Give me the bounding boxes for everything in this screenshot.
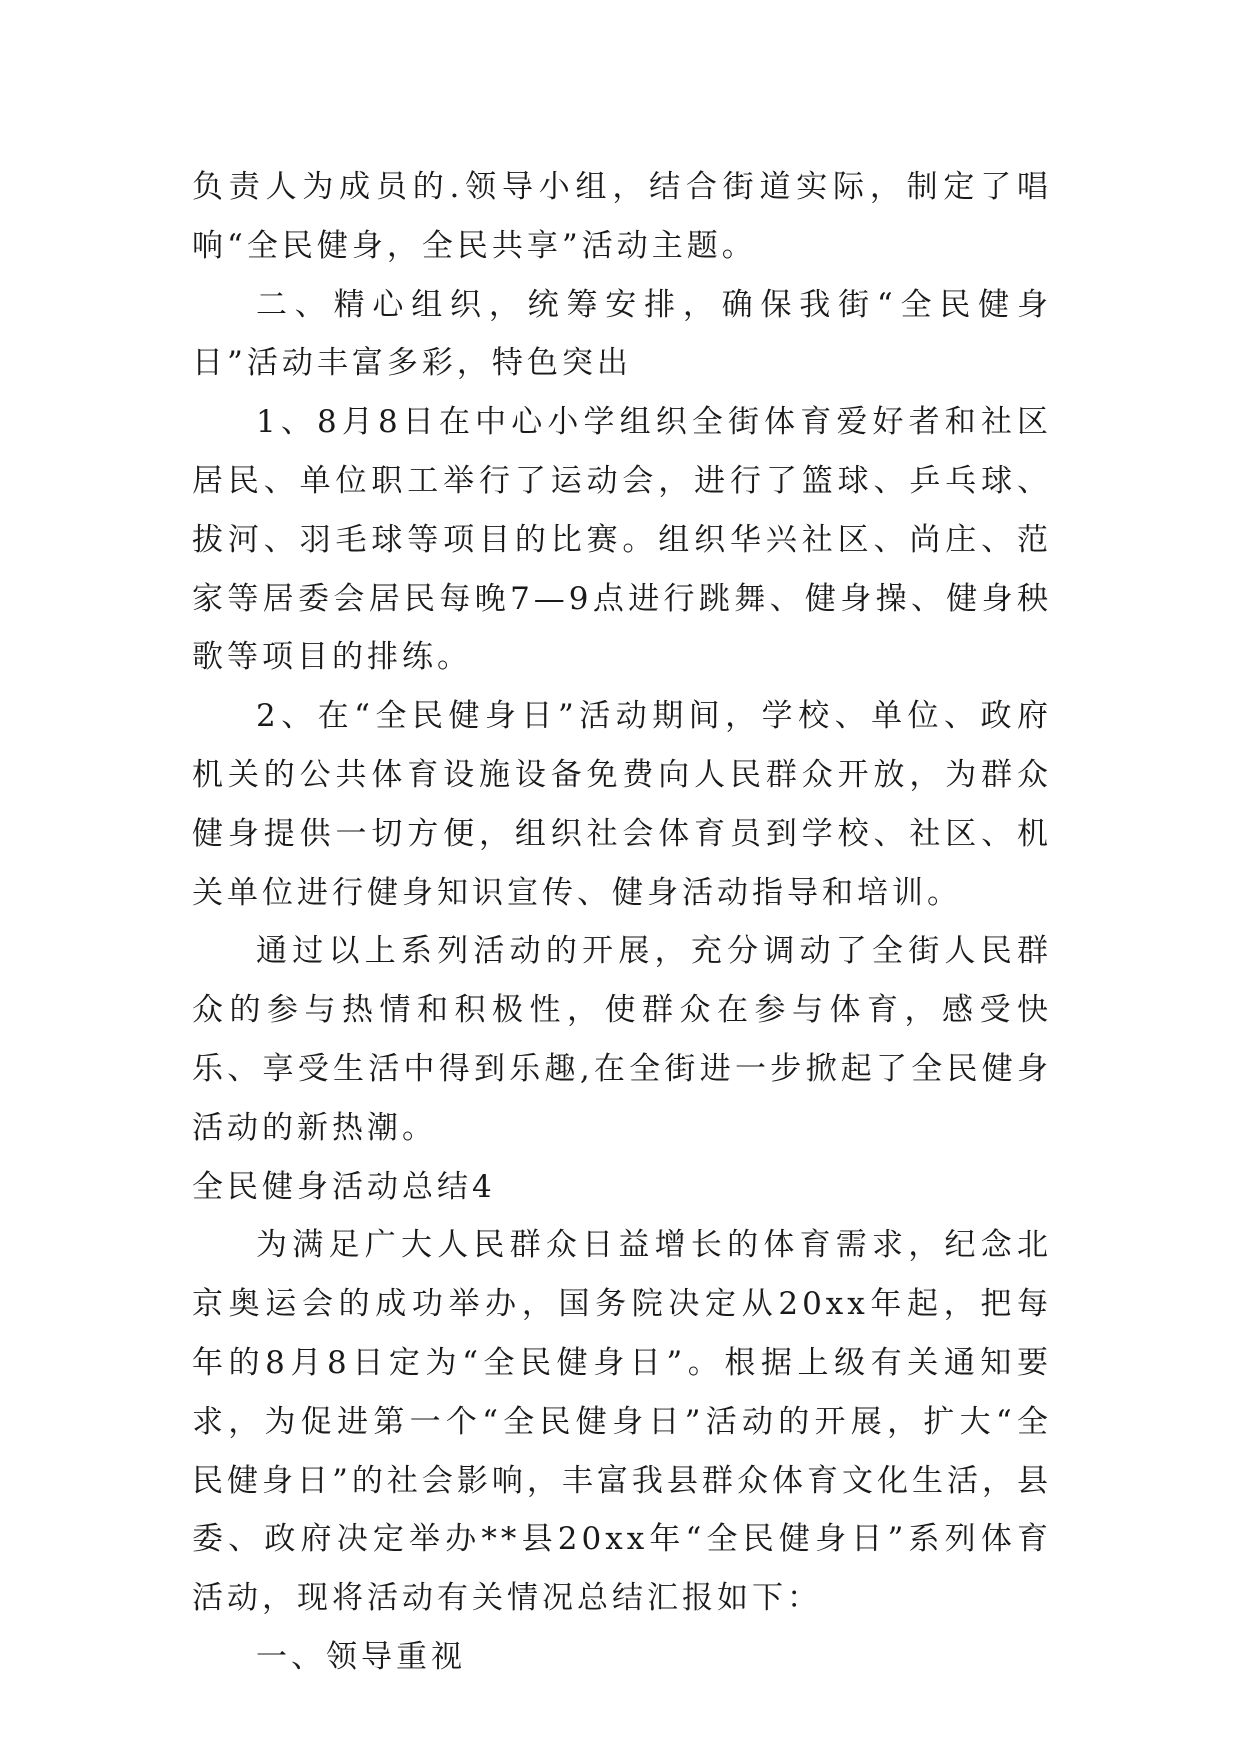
document-body bbox=[192, 158, 1052, 1687]
heading-section-one: 一、领导重视 bbox=[256, 1638, 466, 1675]
paragraph-leadership-group: 负责人为成员的.领导小组，结合街道实际，制定了唱响“全民健身，全民共享”活动主题。 bbox=[192, 169, 1052, 264]
section-title-summary-4: 全民健身活动总结4 bbox=[192, 1168, 496, 1205]
paragraph-intro: 为满足广大人民群众日益增长的体育需求，纪念北京奥运会的成功举办，国务院决定从20xx年起，把每年的8月8日定为“全民健身日”。根据上级有关通知要求，为促进第一个“全民健身日”活动的开展，扩大“全民健身日”的社会影响，丰富我县群众体育文化生活，县委、政府决定举办**县20xx年“全民健身日”系列体育活动，现将活动有关情况总结汇报如下： bbox=[192, 1227, 1052, 1617]
paragraph-item-one: 1、8月8日在中心小学组织全街体育爱好者和社区居民、单位职工举行了运动会，进行了篮球、乒乓球、拔河、羽毛球等项目的比赛。组织华兴社区、尚庄、范家等居委会居民每晚7—9点进行跳舞、健身操、健身秧歌等项目的排练。 bbox=[192, 404, 1052, 676]
heading-section-two: 二、精心组织，统筹安排，确保我街“全民健身日”活动丰富多彩，特色突出 bbox=[192, 286, 1052, 382]
paragraph-item-two: 2、在“全民健身日”活动期间，学校、单位、政府机关的公共体育设施设备免费向人民群众开放，为群众健身提供一切方便，组织社会体育员到学校、社区、机关单位进行健身知识宣传、健身活动指导和培训。 bbox=[192, 698, 1052, 911]
paragraph-conclusion: 通过以上系列活动的开展，充分调动了全街人民群众的参与热情和积极性，使群众在参与体育，感受快乐、享受生活中得到乐趣,在全街进一步掀起了全民健身活动的新热潮。 bbox=[192, 933, 1052, 1146]
